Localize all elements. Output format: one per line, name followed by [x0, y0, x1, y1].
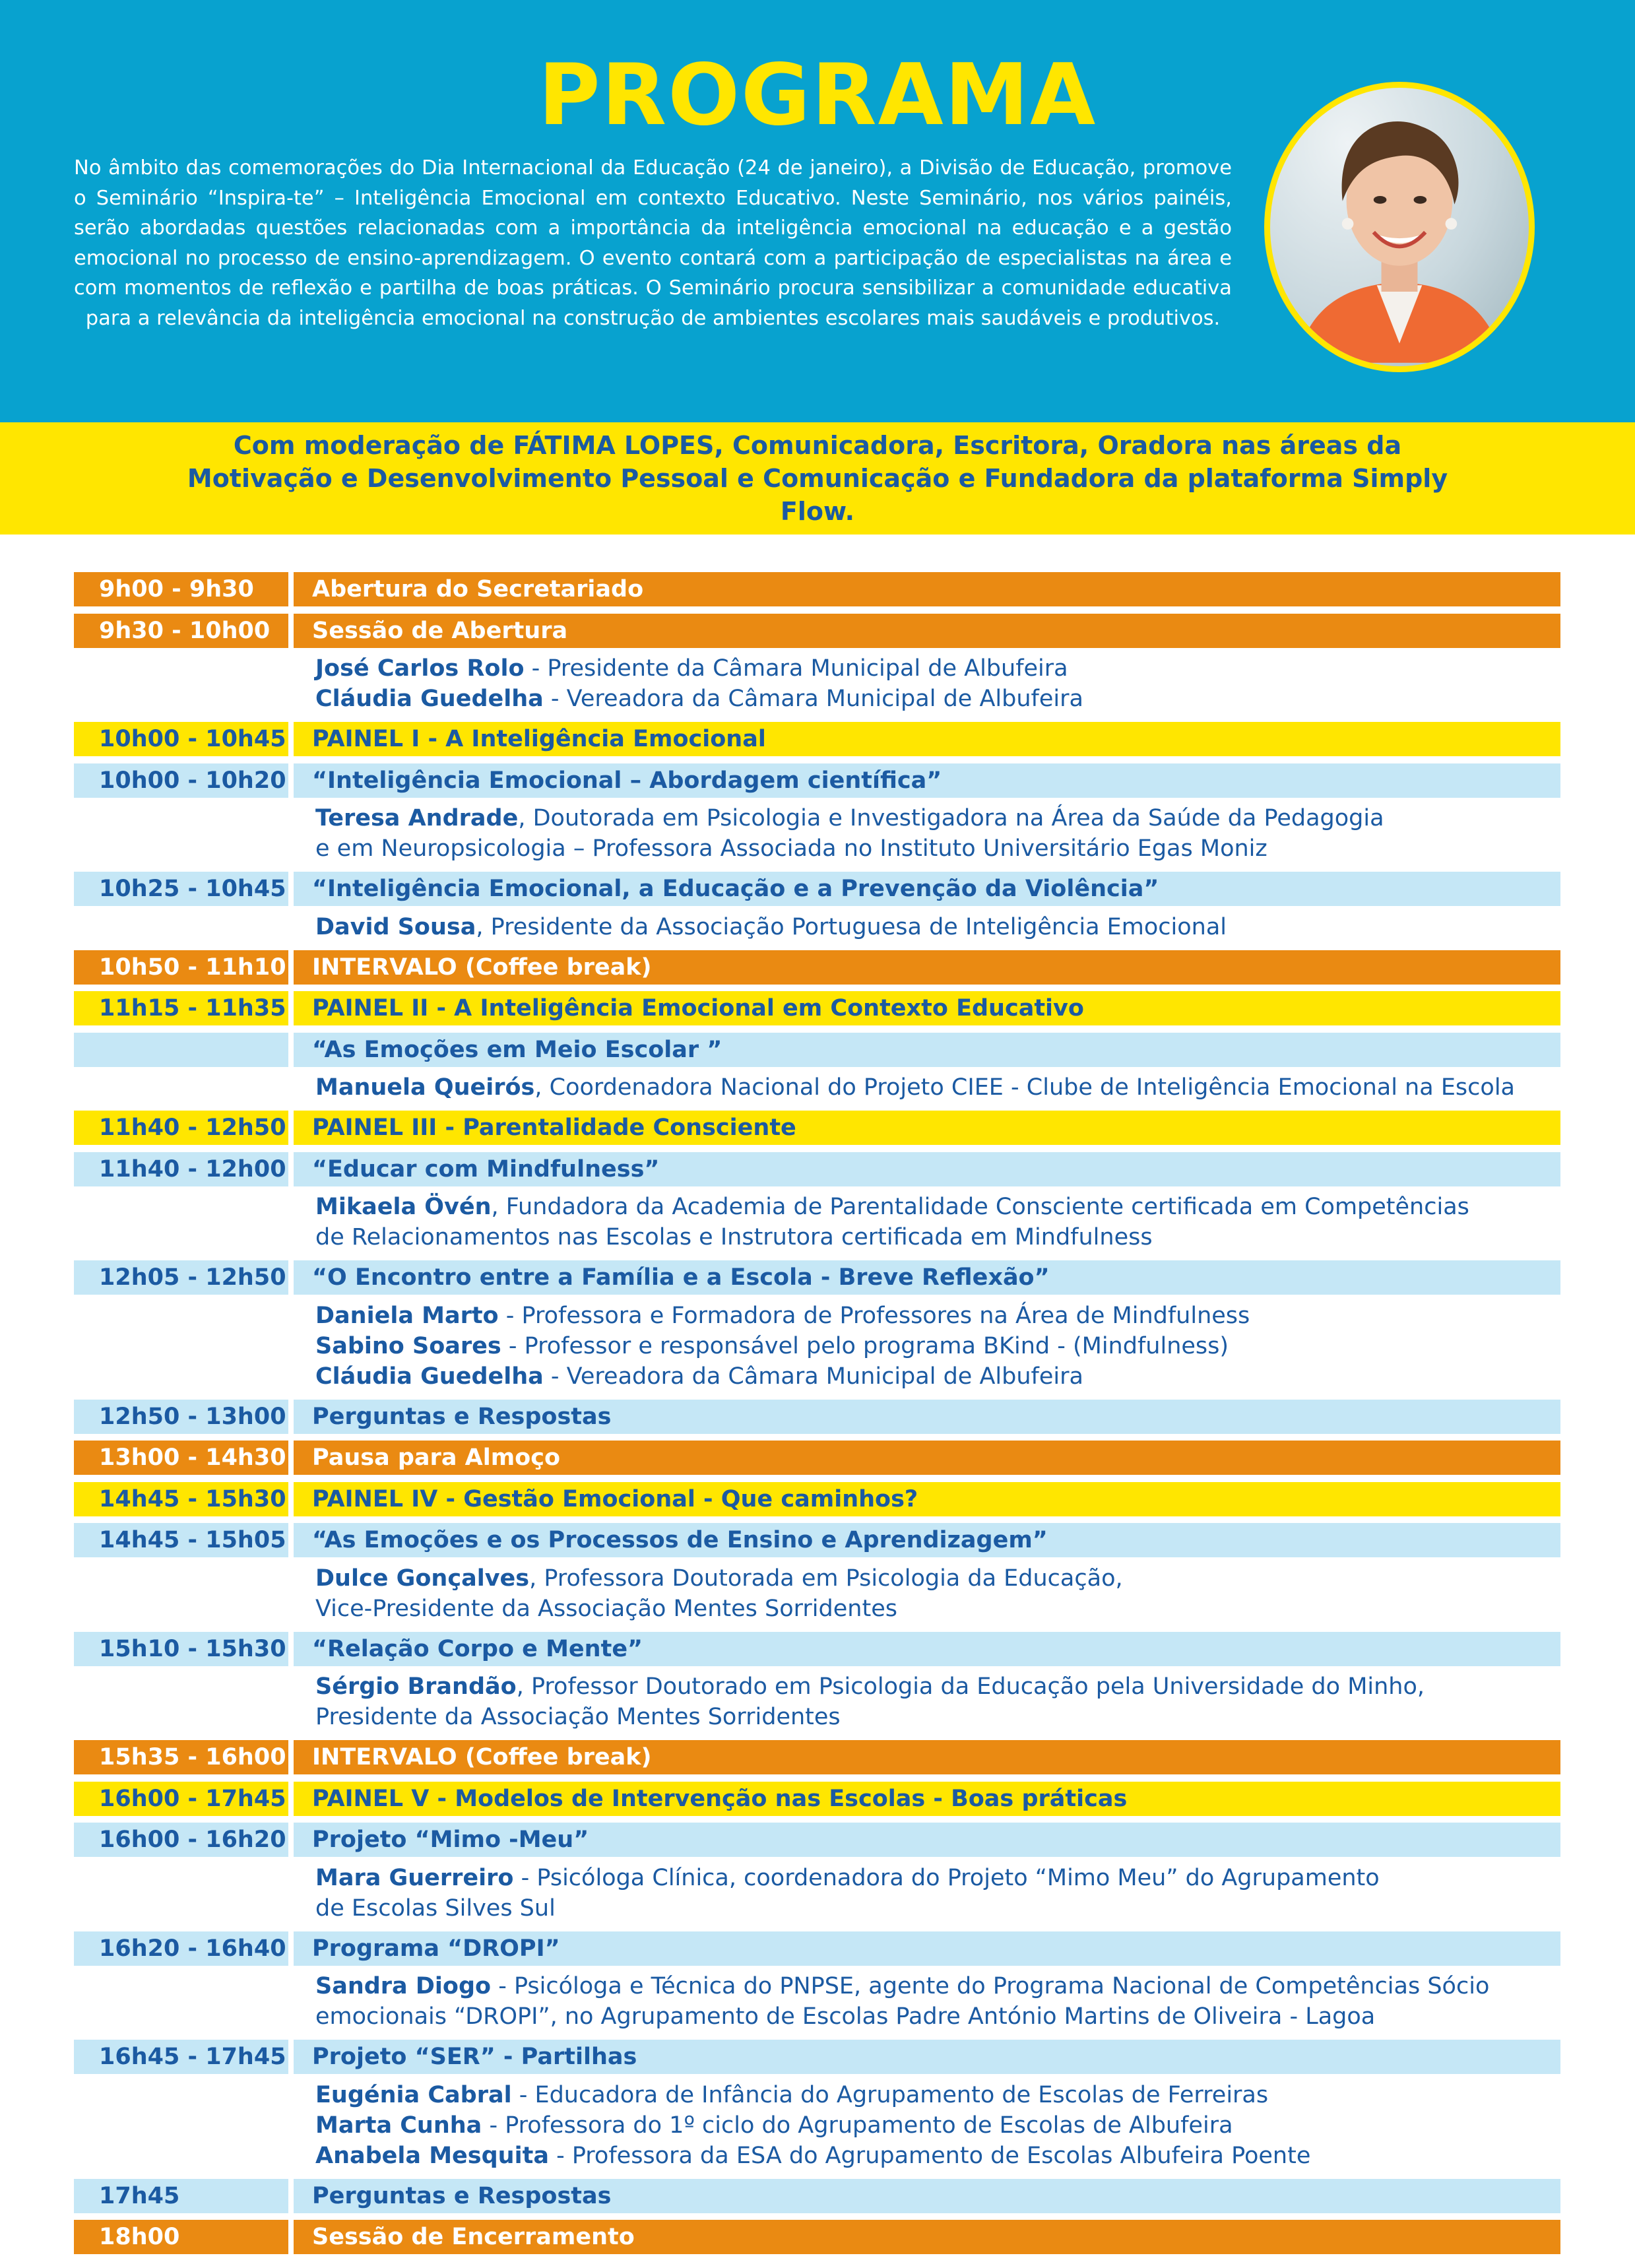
speaker-line [315, 1222, 1560, 1252]
speaker-role: - Professora da ESA do Agrupamento de Escolas Albufeira Poente [548, 2142, 1311, 2169]
speaker-role: , Doutorada em Psicologia e Investigadora na Área da Saúde da Pedagogia [518, 805, 1384, 831]
schedule-time: 14h45 - 15h05 [74, 1523, 288, 1557]
speaker-line [315, 803, 1560, 833]
speaker-role: - Vereadora da Câmara Municipal de Albufeira [543, 686, 1083, 712]
speaker-name: Mara Guerreiro [315, 1864, 514, 1891]
speaker-name: David Sousa [315, 913, 476, 940]
speaker-name: Manuela Queirós [315, 1074, 535, 1101]
schedule-row [74, 1152, 1560, 1186]
speaker-role: de Escolas Silves Sul [315, 1895, 556, 1922]
speaker-line [315, 1301, 1560, 1331]
row-divider [288, 1823, 294, 1857]
speaker-block [74, 803, 1560, 864]
intro-paragraph: No âmbito das comemorações do Dia Internacional da Educação (24 de janeiro), a Divisão de Educação, promove o Seminário “Inspira-te” – Inteligência Emocional em contexto Educativo. Neste Seminário, nos vários painéis, serão abordadas questões relacionadas com a importância da inteligência emocional na educação e a gestão emocional no processo de ensino-aprendizagem. O evento contará com a participação de especialistas na área e com momentos de reflexão e partilha de boas práticas. O Seminário procura sensibilizar a comunidade educativa para a relevância da inteligência emocional na construção de ambientes escolares mais saudáveis e produtivos. [74, 156, 1232, 330]
schedule-title: “O Encontro entre a Família e a Escola - Breve Reflexão” [294, 1260, 1560, 1295]
schedule-time: 13h00 - 14h30 [74, 1441, 288, 1475]
speaker-role: - Vereadora da Câmara Municipal de Albufeira [543, 1363, 1083, 1390]
speaker-block [74, 1863, 1560, 1924]
speaker-name: Mikaela Övén [315, 1194, 492, 1220]
speaker-block [74, 912, 1560, 942]
schedule-title: “Inteligência Emocional – Abordagem científica” [294, 763, 1560, 798]
schedule-title: “Educar com Mindfulness” [294, 1152, 1560, 1186]
speaker-role: e em Neuropsicologia – Professora Associada no Instituto Universitário Egas Moniz [315, 835, 1267, 862]
schedule-row [74, 763, 1560, 798]
schedule-row [74, 1823, 1560, 1857]
schedule-title: Programa “DROPI” [294, 1931, 1560, 1966]
speaker-name: José Carlos Rolo [315, 655, 525, 682]
schedule-row [74, 1632, 1560, 1666]
schedule-title: INTERVALO (Coffee break) [294, 1740, 1560, 1774]
speaker-role: - Psicóloga e Técnica do PNPSE, agente do Programa Nacional de Competências Sócio [491, 1973, 1490, 1999]
schedule-row [74, 1931, 1560, 1966]
row-divider [288, 1400, 294, 1434]
schedule-time: 10h25 - 10h45 [74, 872, 288, 906]
schedule-title: “As Emoções em Meio Escolar ” [294, 1033, 1560, 1067]
schedule-title: Projeto “Mimo -Meu” [294, 1823, 1560, 1857]
page-title: PROGRAMA [538, 46, 1097, 145]
row-divider [288, 572, 294, 606]
schedule-title: Perguntas e Respostas [294, 2179, 1560, 2213]
speaker-block [74, 1671, 1560, 1732]
schedule-time: 16h00 - 17h45 [74, 1782, 288, 1816]
speaker-name: Teresa Andrade [315, 805, 519, 831]
speaker-role: - Psicóloga Clínica, coordenadora do Projeto “Mimo Meu” do Agrupamento [513, 1864, 1380, 1891]
speaker-line [315, 1594, 1560, 1624]
speaker-line [315, 2080, 1560, 2110]
schedule-time: 11h15 - 11h35 [74, 991, 288, 1025]
speaker-role: Vice-Presidente da Associação Mentes Sorridentes [315, 1595, 897, 1622]
row-divider [288, 950, 294, 985]
schedule-title: PAINEL III - Parentalidade Consciente [294, 1111, 1560, 1145]
speaker-role: - Professora do 1º ciclo do Agrupamento de Escolas de Albufeira [482, 2112, 1233, 2139]
speaker-line [315, 2001, 1560, 2032]
speaker-role: - Educadora de Infância do Agrupamento de Escolas de Ferreiras [511, 2081, 1269, 2108]
speaker-role: emocionais “DROPI”, no Agrupamento de Escolas Padre António Martins de Oliveira - Lagoa [315, 2003, 1376, 2030]
speaker-role: de Relacionamentos nas Escolas e Instrutora certificada em Mindfulness [315, 1224, 1153, 1250]
schedule-title: INTERVALO (Coffee break) [294, 950, 1560, 985]
schedule-list [74, 572, 1560, 2261]
speaker-name: Sandra Diogo [315, 1973, 492, 1999]
row-divider [288, 991, 294, 1025]
row-divider [288, 1111, 294, 1145]
speaker-block [74, 1301, 1560, 1392]
speaker-name: Eugénia Cabral [315, 2081, 512, 2108]
schedule-title: Sessão de Abertura [294, 614, 1560, 648]
speaker-role: - Professora e Formadora de Professores na Área de Mindfulness [498, 1302, 1250, 1329]
speaker-role: , Coordenadora Nacional do Projeto CIEE - Clube de Inteligência Emocional na Escola [534, 1074, 1515, 1101]
speaker-role: - Presidente da Câmara Municipal de Albufeira [524, 655, 1068, 682]
speaker-name: Sérgio Brandão [315, 1673, 517, 1700]
schedule-time: 12h50 - 13h00 [74, 1400, 288, 1434]
speaker-line [315, 2141, 1560, 2171]
schedule-title: “As Emoções e os Processos de Ensino e Aprendizagem” [294, 1523, 1560, 1557]
row-divider [288, 1931, 294, 1966]
row-divider [288, 1441, 294, 1475]
schedule-time: 17h45 [74, 2179, 288, 2213]
header-banner [0, 0, 1635, 422]
schedule-time: 9h00 - 9h30 [74, 572, 288, 606]
schedule-title: PAINEL IV - Gestão Emocional - Que caminhos? [294, 1482, 1560, 1516]
speaker-line [315, 833, 1560, 864]
speaker-block [74, 1971, 1560, 2032]
speaker-name: Cláudia Guedelha [315, 1363, 544, 1390]
speaker-line [315, 1563, 1560, 1594]
speaker-line [315, 1192, 1560, 1222]
schedule-row [74, 2040, 1560, 2074]
row-divider [288, 1260, 294, 1295]
speaker-line [315, 1702, 1560, 1732]
speaker-line [315, 1971, 1560, 2001]
schedule-time: 16h00 - 16h20 [74, 1823, 288, 1857]
schedule-row [74, 614, 1560, 648]
schedule-row [74, 1260, 1560, 1295]
schedule-title: PAINEL I - A Inteligência Emocional [294, 722, 1560, 756]
schedule-time: 11h40 - 12h00 [74, 1152, 288, 1186]
schedule-time: 12h05 - 12h50 [74, 1260, 288, 1295]
moderation-text: Com moderação de FÁTIMA LOPES, Comunicadora, Escritora, Oradora nas áreas da Motivação e Desenvolvimento Pessoal e Comunicação e Fundadora da plataforma Simply Flow. [187, 431, 1448, 526]
speaker-line [315, 2110, 1560, 2141]
row-divider [288, 1632, 294, 1666]
schedule-time: 16h20 - 16h40 [74, 1931, 288, 1966]
schedule-title: Perguntas e Respostas [294, 1400, 1560, 1434]
speaker-block [74, 1072, 1560, 1103]
schedule-title: “Inteligência Emocional, a Educação e a Prevenção da Violência” [294, 872, 1560, 906]
schedule-row [74, 1400, 1560, 1434]
row-divider [288, 722, 294, 756]
row-divider [288, 1482, 294, 1516]
schedule-title: Abertura do Secretariado [294, 572, 1560, 606]
speaker-line [315, 1893, 1560, 1924]
schedule-row [74, 1111, 1560, 1145]
speaker-line [315, 1863, 1560, 1893]
speaker-role: , Presidente da Associação Portuguesa de Inteligência Emocional [476, 913, 1227, 940]
row-divider [288, 1033, 294, 1067]
speaker-role: , Fundadora da Academia de Parentalidade Consciente certificada em Competências [491, 1194, 1469, 1220]
speaker-name: Anabela Mesquita [315, 2142, 549, 2169]
speaker-block [74, 1563, 1560, 1624]
schedule-row [74, 991, 1560, 1025]
row-divider [288, 2220, 294, 2254]
speaker-name: Cláudia Guedelha [315, 686, 544, 712]
schedule-title: Pausa para Almoço [294, 1441, 1560, 1475]
speaker-name: Sabino Soares [315, 1332, 501, 1359]
speaker-role: Presidente da Associação Mentes Sorridentes [315, 1704, 841, 1730]
schedule-time [74, 1033, 288, 1067]
speaker-line [315, 1072, 1560, 1103]
schedule-time: 14h45 - 15h30 [74, 1482, 288, 1516]
schedule-row [74, 1033, 1560, 1067]
schedule-title: Sessão de Encerramento [294, 2220, 1560, 2254]
speaker-block [74, 2080, 1560, 2171]
schedule-time: 10h00 - 10h20 [74, 763, 288, 798]
schedule-row [74, 872, 1560, 906]
row-divider [288, 1152, 294, 1186]
row-divider [288, 763, 294, 798]
speaker-role: , Professora Doutorada em Psicologia da Educação, [529, 1565, 1123, 1592]
row-divider [288, 1523, 294, 1557]
speaker-line [315, 684, 1560, 714]
speaker-line [315, 1361, 1560, 1392]
speaker-line [315, 1671, 1560, 1702]
row-divider [288, 872, 294, 906]
schedule-row [74, 572, 1560, 606]
schedule-time: 15h10 - 15h30 [74, 1632, 288, 1666]
schedule-row [74, 2220, 1560, 2254]
schedule-title: “Relação Corpo e Mente” [294, 1632, 1560, 1666]
schedule-row [74, 1482, 1560, 1516]
speaker-block [74, 653, 1560, 714]
speaker-role: - Professor e responsável pelo programa BKind - (Mindfulness) [501, 1332, 1229, 1359]
speaker-name: Dulce Gonçalves [315, 1565, 530, 1592]
schedule-row [74, 1441, 1560, 1475]
schedule-row [74, 722, 1560, 756]
schedule-title: PAINEL V - Modelos de Intervenção nas Escolas - Boas práticas [294, 1782, 1560, 1816]
row-divider [288, 614, 294, 648]
speaker-line [315, 912, 1560, 942]
row-divider [288, 1782, 294, 1816]
speaker-line [315, 653, 1560, 684]
schedule-time: 10h50 - 11h10 [74, 950, 288, 985]
speaker-block [74, 1192, 1560, 1252]
row-divider [288, 1740, 294, 1774]
schedule-time: 11h40 - 12h50 [74, 1111, 288, 1145]
schedule-time: 9h30 - 10h00 [74, 614, 288, 648]
schedule-row [74, 1523, 1560, 1557]
speaker-name: Marta Cunha [315, 2112, 482, 2139]
row-divider [288, 2040, 294, 2074]
schedule-title: Projeto “SER” - Partilhas [294, 2040, 1560, 2074]
schedule-time: 16h45 - 17h45 [74, 2040, 288, 2074]
moderator-photo [1264, 82, 1535, 372]
speaker-name: Daniela Marto [315, 1302, 499, 1329]
schedule-row [74, 2179, 1560, 2213]
speaker-line [315, 1331, 1560, 1361]
schedule-time: 10h00 - 10h45 [74, 722, 288, 756]
portrait-illustration [1270, 88, 1529, 366]
schedule-row [74, 950, 1560, 985]
schedule-title: PAINEL II - A Inteligência Emocional em Contexto Educativo [294, 991, 1560, 1025]
moderation-banner [0, 422, 1635, 535]
speaker-role: , Professor Doutorado em Psicologia da Educação pela Universidade do Minho, [516, 1673, 1425, 1700]
row-divider [288, 2179, 294, 2213]
schedule-row [74, 1740, 1560, 1774]
schedule-row [74, 1782, 1560, 1816]
schedule-time: 18h00 [74, 2220, 288, 2254]
schedule-time: 15h35 - 16h00 [74, 1740, 288, 1774]
